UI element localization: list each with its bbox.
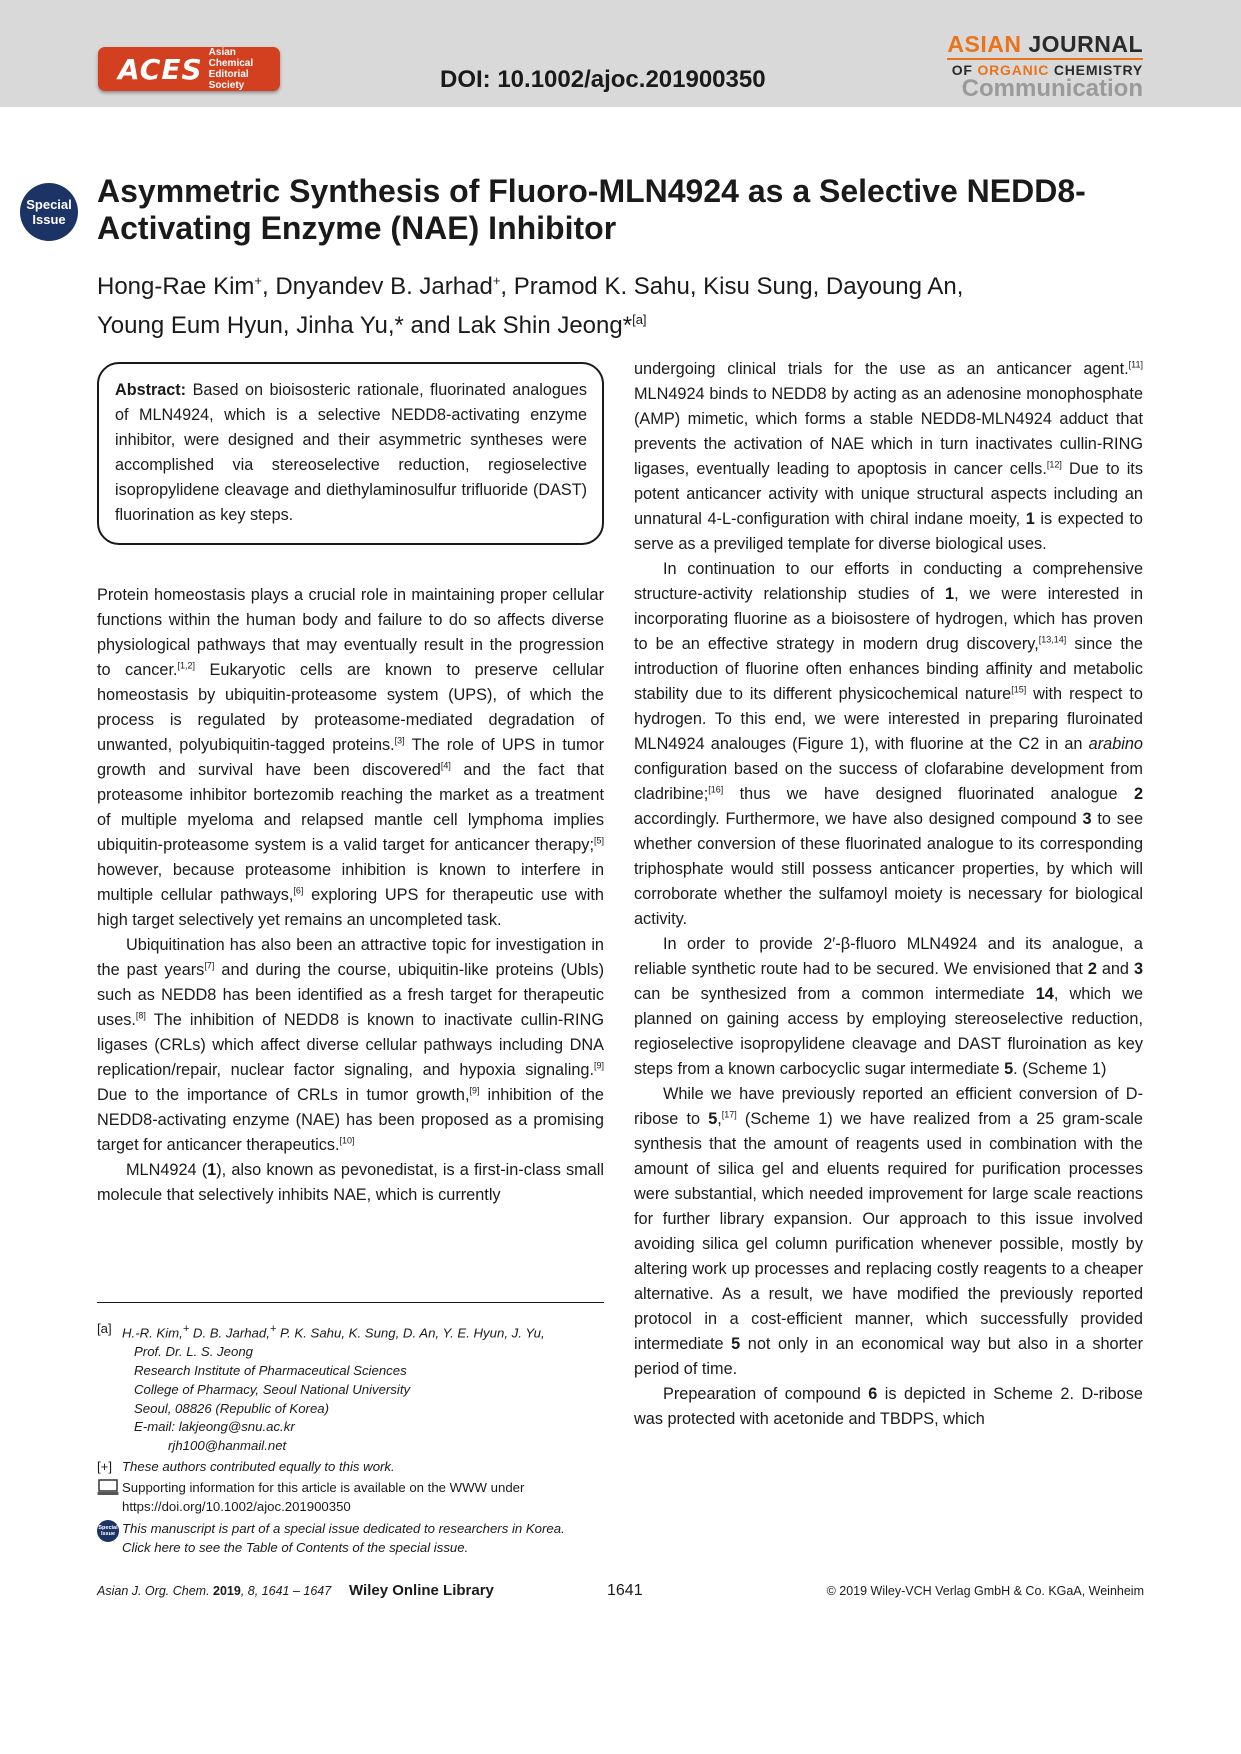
- footnotes: [97, 1320, 607, 1558]
- paragraph: MLN4924 (1), also known as pevonedistat, is a first-in-class small molecule that selectively inhibits NAE, which is currently: [97, 1161, 604, 1204]
- footnote-divider: [97, 1302, 604, 1303]
- paragraph: Ubiquitination has also been an attractive topic for investigation in the past years[7] and during the course, ubiquitin-like proteins (Ubls) such as NEDD8 has been identified as a fresh target for therapeutic uses.[8] The inhibition of NEDD8 is known to inactivate cullin-RING ligases (CRLs) which affect diverse cellular pathways including DNA replication/repair, nuclear factor signaling, and hypoxia signaling.[9] Due to the importance of CRLs in tumor growth,[9] inhibition of the NEDD8-activating enzyme (NAE) has been proposed as a promising target for anticancer therapeutics.[10]: [97, 936, 604, 1154]
- author-list: Hong-Rae Kim+, Dnyandev B. Jarhad+, Pramod K. Sahu, Kisu Sung, Dayoung An, Young Eum Hyun, Jinha Yu,* and Lak Shin Jeong*[a]: [97, 273, 964, 339]
- abstract-label: Abstract:: [115, 381, 187, 399]
- affiliation-footnote: [a] H.-R. Kim,+ D. B. Jarhad,+ P. K. Sahu, K. Sung, D. An, Y. E. Hyun, J. Yu, Prof. Dr. L. S. Jeong Research Institute of Pharmaceutical Sciences College of Pharmacy, Seoul National University Seoul, 08826 (Republic of Korea) E-mail: lakjeong@snu.ac.kr rjh100@hanmail.net: [97, 1321, 545, 1454]
- abstract-text: Based on bioisosteric rationale, fluorinated analogues of MLN4924, which is a selective NEDD8-activating enzyme inhibitor, were designed and their asymmetric syntheses were accomplished via stereoselective reduction, regioselective isopropylidene cleavage and diethylaminosulfur trifluoride (DAST) fluorination as key steps.: [115, 381, 587, 524]
- supporting-info-footnote: Supporting information for this article is available on the WWW under https://doi.org/10.1002/ajoc.201900350: [97, 1479, 607, 1517]
- body-left-column: [97, 583, 604, 1208]
- special-issue-badge[interactable]: Special Issue: [20, 183, 78, 241]
- doi[interactable]: DOI: 10.1002/ajoc.201900350: [440, 66, 766, 93]
- paragraph: Prepearation of compound 6 is depicted in Scheme 2. D-ribose was protected with acetonide and TBDPS, which: [634, 1385, 1143, 1428]
- journal-logo: ASIAN JOURNAL OF ORGANIC CHEMISTRY Communication: [947, 31, 1143, 102]
- special-issue-footnote: Special Issue This manuscript is part of a special issue dedicated to researchers in Korea. Click here to see the Table of Contents of the special issue.: [98, 1521, 565, 1556]
- wiley-online-library-link[interactable]: Wiley Online Library: [349, 1582, 494, 1599]
- page-header: [0, 0, 1241, 107]
- aces-logo-text: ACES: [118, 52, 203, 86]
- paragraph: While we have previously reported an efficient conversion of D-ribose to 5,[17] (Scheme 1) we have realized from a 25 gram-scale synthesis that the amount of reagents used in combination with the amount of silica gel and eluents required for purification processes were substantial, which needed improvement for large scale reactions for further library expansion. Our approach to this issue involved avoiding silica gel column purification whenever possible, mostly by altering work up processes and replacing costly reagents to a cheaper alternative. As a result, we have modified the previously reported protocol in a cost-efficient manner, which successfully provided intermediate 5 not only in an economical way but also in a shorter period of time.: [634, 1085, 1143, 1378]
- page-number: 1641: [607, 1582, 643, 1599]
- page-footer: [97, 1584, 1144, 1604]
- article-type: Communication: [961, 75, 1143, 102]
- abstract-box: [97, 362, 604, 545]
- special-issue-mini-badge: Special Issue: [97, 1520, 119, 1542]
- paragraph: In order to provide 2′-β-fluoro MLN4924 and its analogue, a reliable synthetic route had to be secured. We envisioned that 2 and 3 can be synthesized from a common intermediate 14, which we planned on gaining access by employing stereoselective reduction, regioselective isopropylidene cleavage and DAST fluroination as key steps from a known carbocyclic sugar intermediate 5. (Scheme 1): [634, 935, 1144, 1078]
- copyright: © 2019 Wiley-VCH Verlag GmbH & Co. KGaA, Weinheim: [826, 1584, 1144, 1598]
- body-right-column: [634, 357, 1143, 1432]
- aces-logo-subtitle: Asian Chemical Editorial Society: [208, 47, 254, 91]
- paragraph: Protein homeostasis plays a crucial role in maintaining proper cellular functions within the human body and failure to do so affects diverse physiological pathways that may eventually result in the progression to cancer.[1,2] Eukaryotic cells are known to preserve cellular homeostasis by ubiquitin-proteasome system (UPS), of which the process is regulated by proteasome-mediated degradation of unwanted, polyubiquitin-tagged proteins.[3] The role of UPS in tumor growth and survival have been discovered[4] and the fact that proteasome inhibitor bortezomib reaching the market as a treatment of multiple myeloma and relapsed mantle cell lymphoma implies ubiquitin-proteasome system is a valid target for anticancer therapy;[5] however, because proteasome inhibition is known to interfere in multiple cellular pathways,[6] exploring UPS for therapeutic use with high target selectively yet remains an uncompleted task.: [97, 586, 604, 929]
- computer-icon: [97, 1479, 119, 1496]
- equal-contribution-footnote: [+] These authors contributed equally to this work.: [97, 1458, 395, 1474]
- aces-logo[interactable]: [98, 47, 280, 91]
- paragraph: In continuation to our efforts in conducting a comprehensive structure-activity relationship studies of 1, we were interested in incorporating fluorine as a bioisostere of hydrogen, which has proven to be an effective strategy in modern drug discovery,[13,14] since the introduction of fluorine often enhances binding affinity and metabolic stability due to its different physicochemical nature[15] with respect to hydrogen. To this end, we were interested in preparing fluroinated MLN4924 analouges (Figure 1), with fluorine at the C2 in an arabino configuration based on the success of clofarabine development from cladribine;[16] thus we have designed fluorinated analogue 2 accordingly. Furthermore, we have also designed compound 3 to see whether conversion of these fluorinated analogue to its corresponding triphosphate would still possess anticancer properties, by which will corroborate whether the sulfamoyl moiety is necessary for biological activity.: [634, 560, 1143, 928]
- article-title: Asymmetric Synthesis of Fluoro-MLN4924 as a Selective NEDD8-Activating Enzyme (NAE) Inhibitor: [97, 173, 1086, 246]
- email-link[interactable]: E-mail: lakjeong@snu.ac.kr: [134, 1419, 295, 1435]
- citation: Asian J. Org. Chem. 2019, 8, 1641 – 1647: [97, 1584, 332, 1598]
- email-link-2[interactable]: rjh100@hanmail.net: [168, 1438, 287, 1454]
- paragraph: undergoing clinical trials for the use as an anticancer agent.[11] MLN4924 binds to NEDD8 by acting as an adenosine monophosphate (AMP) mimetic, which forms a stable NEDD8-MLN4924 adduct that prevents the activation of NAE which in turn inactivates cullin-RING ligases, eventually leading to apoptosis in cancer cells.[12] Due to its potent anticancer activity with unique structural aspects including an unnatural 4-L-configuration with chiral indane moeity, 1 is expected to serve as a previliged template for diverse biological uses.: [634, 359, 1143, 553]
